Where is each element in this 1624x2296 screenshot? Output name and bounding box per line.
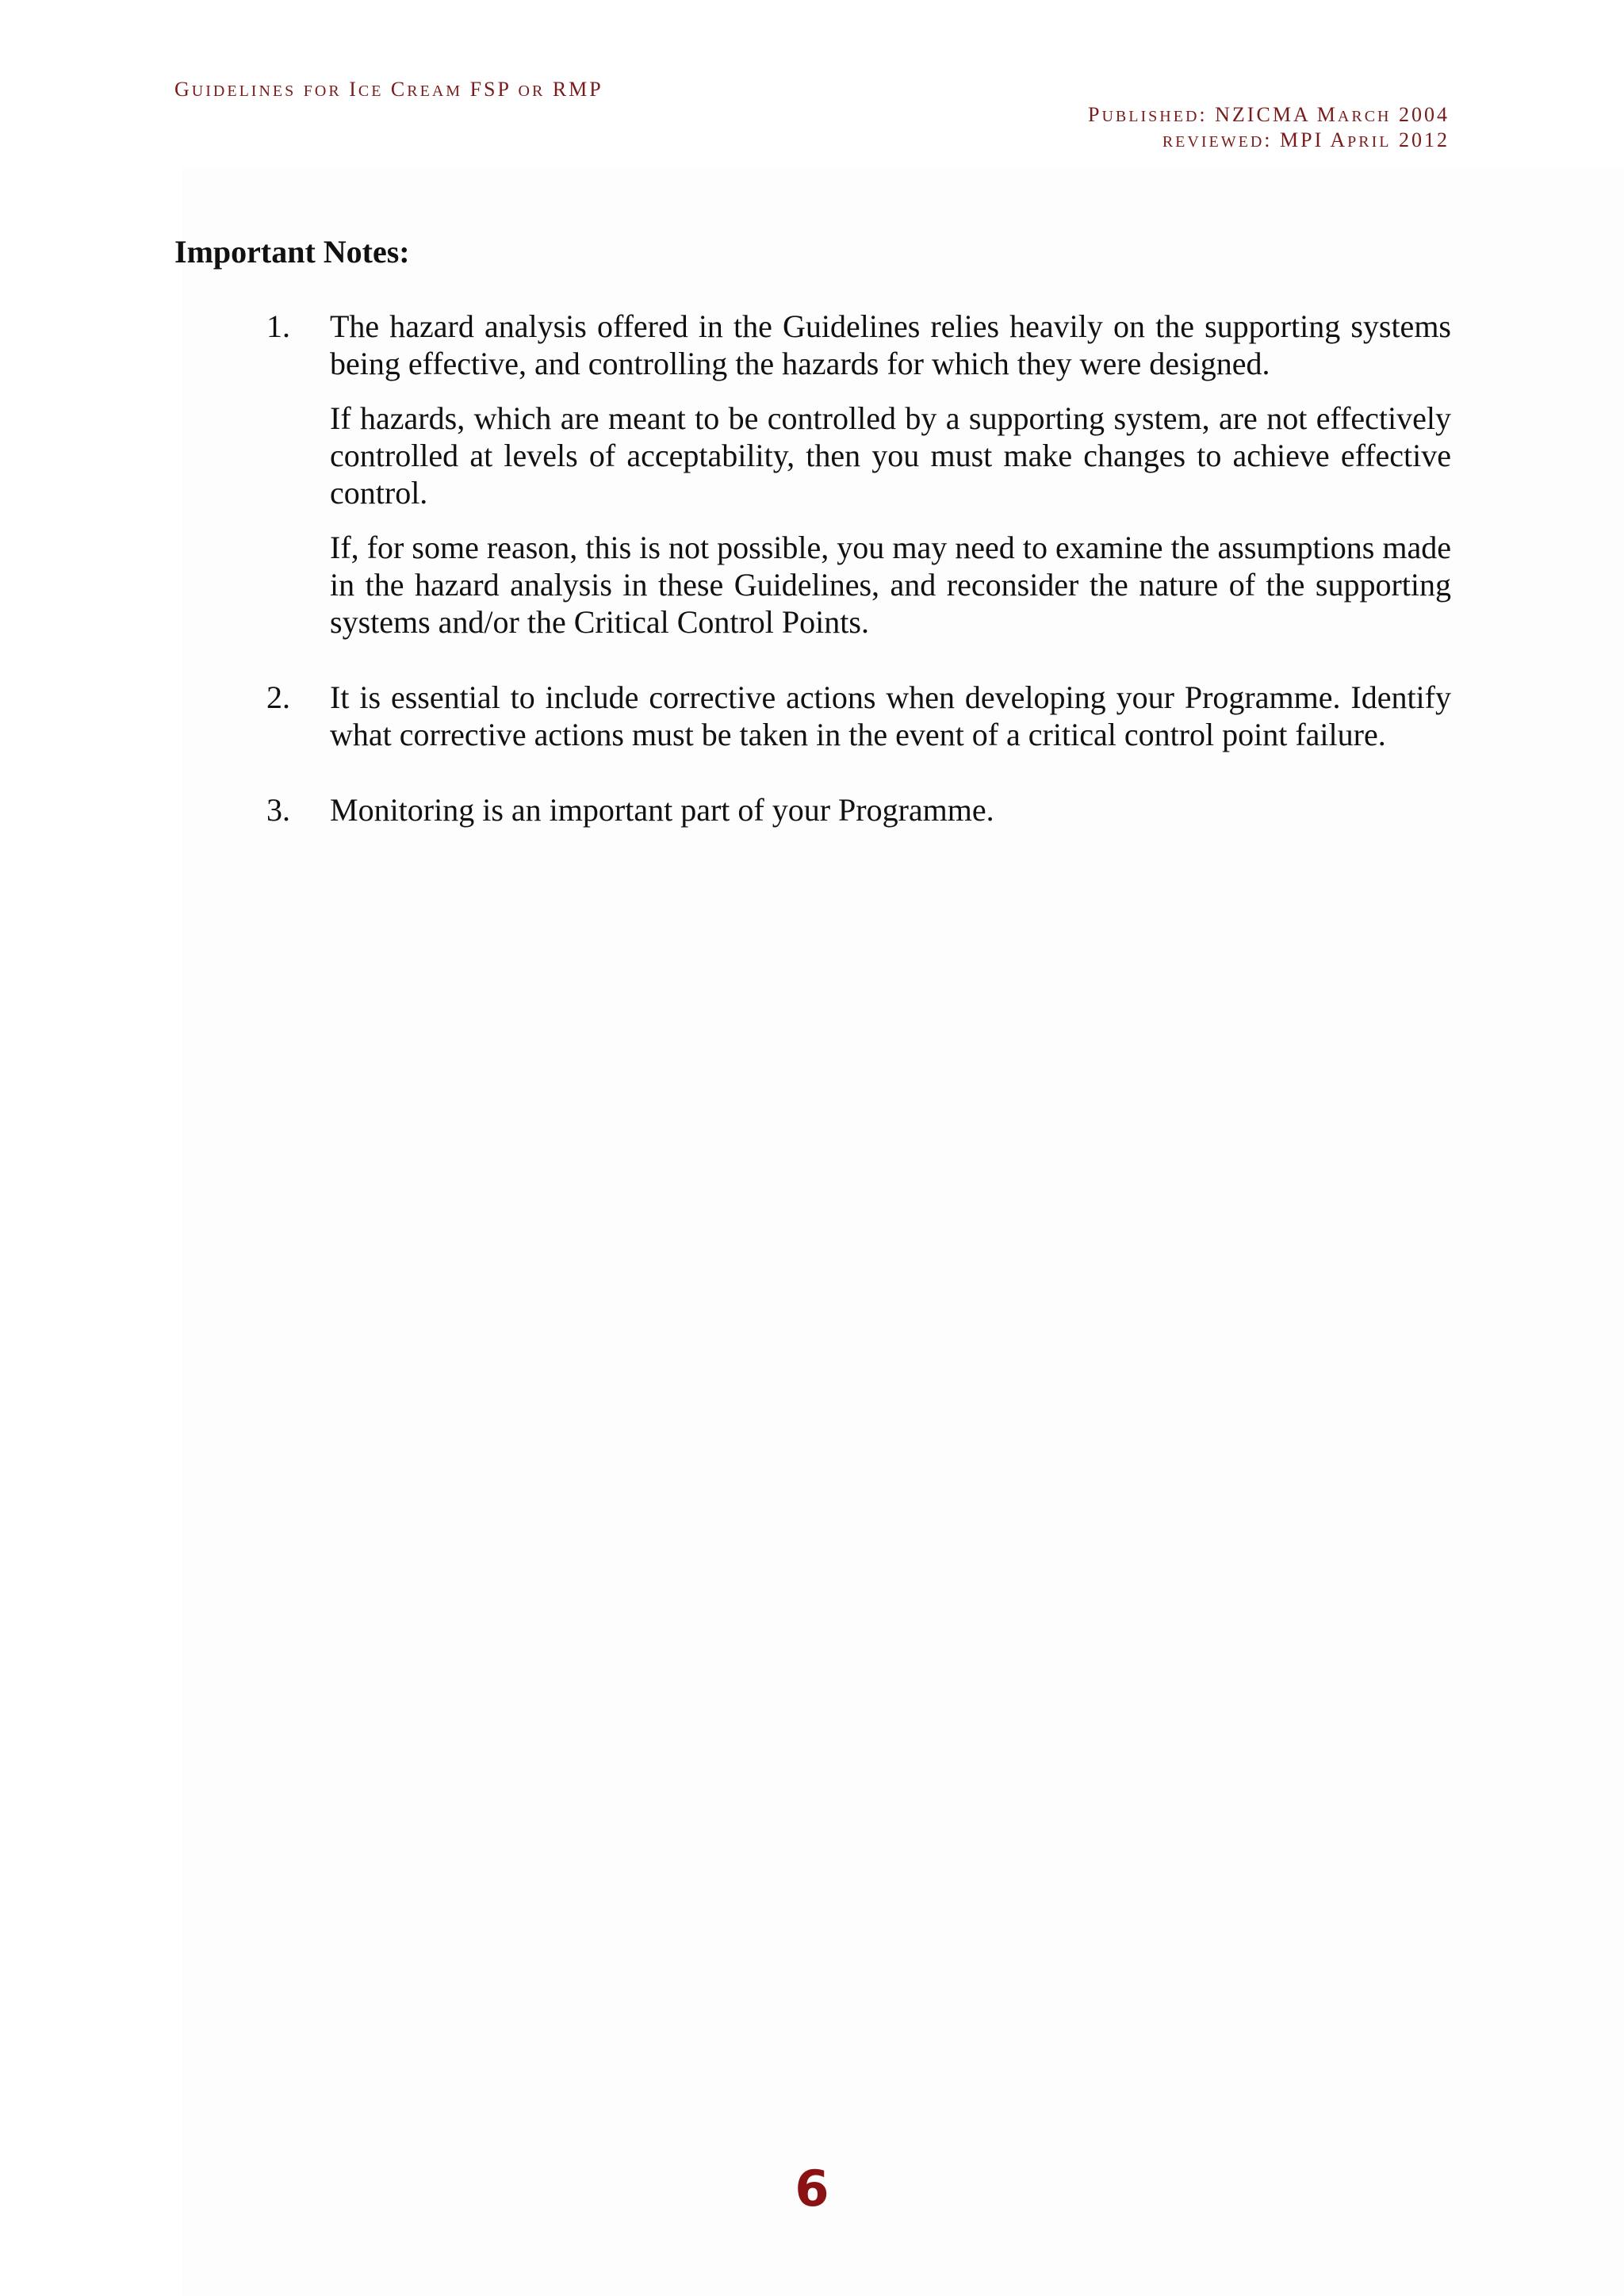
list-item-paragraph: If, for some reason, this is not possible, you may need to examine the assumptions made in the hazard analysis in these Guidelines, and reconsider the nature of the supporting systems and/or the Critical Control Points.: [330, 530, 1451, 640]
list-item: [262, 791, 1451, 828]
list-item: [262, 308, 1451, 641]
header-published-text: PUBLISHED: NZICMA MARCH 2004: [1087, 103, 1450, 126]
running-header-left: [174, 78, 603, 101]
running-header-published: [1088, 103, 1450, 127]
list-item-paragraph: If hazards, which are meant to be controlled by a supporting system, are not effectively controlled at levels of acceptability, then you must make changes to achieve effective control.: [330, 400, 1451, 511]
list-item-number: 1.: [266, 308, 290, 344]
page-number: 6: [795, 2160, 829, 2218]
list-item-number: 3.: [266, 792, 290, 828]
header-reviewed-text: REVIEWED: MPI APRIL 2012: [1162, 128, 1450, 151]
list-item-paragraph: It is essential to include corrective actions when developing your Programme. Identify what corrective actions must be taken in the event of a critical control point failure.: [330, 679, 1451, 752]
list-item-number: 2.: [266, 679, 290, 715]
list-item-paragraph: Monitoring is an important part of your Programme.: [330, 792, 994, 828]
list-item: [262, 679, 1451, 753]
section-heading: Important Notes:: [174, 234, 410, 270]
header-left-text: GUIDELINES FOR ICE CREAM FSP OR RMP: [174, 78, 603, 101]
list-item-paragraph: The hazard analysis offered in the Guidelines relies heavily on the supporting systems being effective, and controlling the hazards for which they were designed.: [330, 308, 1451, 381]
notes-list: [262, 308, 1451, 867]
running-header-reviewed: [1162, 128, 1450, 152]
